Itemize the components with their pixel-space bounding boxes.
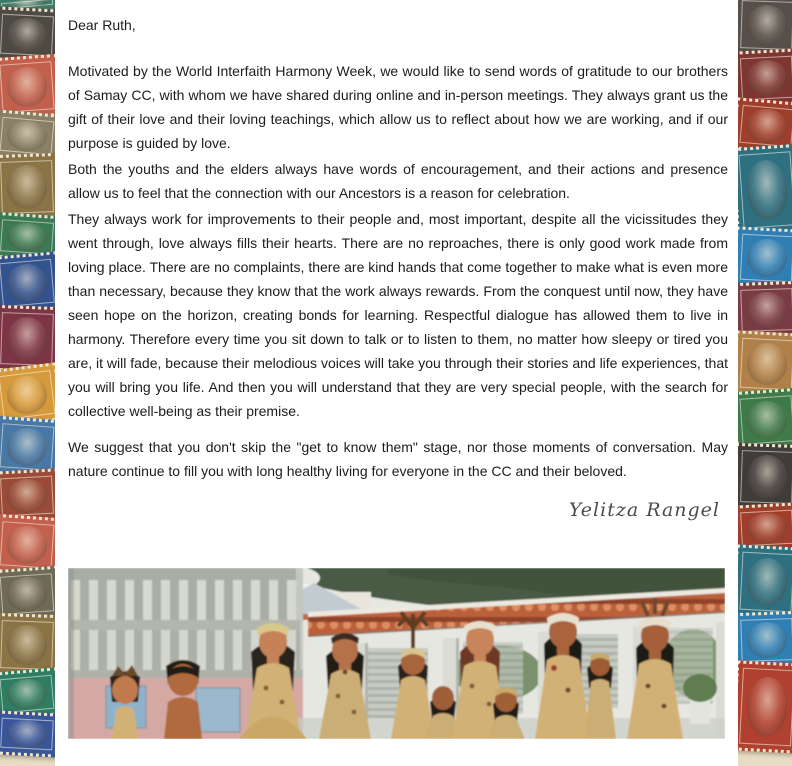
postage-stamp (738, 330, 792, 397)
postage-stamp (738, 660, 792, 753)
salutation-text: Dear Ruth, (68, 17, 136, 33)
postage-stamp (738, 144, 792, 236)
paragraph-2: Both the youths and the elders always have words of encouragement, and their actions and presence allow us to feel that the connection with our Ancestors is a reason for celebration. (68, 161, 728, 201)
paragraph-1: Motivated by the World Interfaith Harmony Week, we would like to send words of gratitude to our brothers of Samay CC, with whom we have shared during online and in-person meetings. They always grant us the gift of their love and their loving teachings, which allow us to reflect about how we are working, and if our purpose is guided by love. (68, 63, 728, 151)
letter-body (68, 13, 728, 523)
stamp-border-left (0, 0, 55, 766)
stamp-border-right (738, 0, 792, 766)
postage-stamp (738, 544, 792, 619)
paragraph-4: We suggest that you don't skip the "get to know them" stage, nor those moments of conversation. May nature continue to fill you with long healthy living for everyone in the CC and their beloved. (68, 439, 728, 479)
postage-stamp (738, 226, 792, 289)
signature: Yelitza Rangel (568, 499, 720, 521)
photo-scene (68, 568, 725, 739)
postage-stamp (0, 153, 55, 221)
postage-stamp (0, 710, 55, 757)
salutation (68, 13, 728, 37)
paragraph-3: They always work for improvements to their people and, most important, despite all the vicissitudes they went through, love always fills their hearts. There are no reproaches, there is only good work made from loving place. There are no complaints, there are kind hands that come together to make what is even more than necessary, because they know that the work always rewards. From the conquest until now, they have seen hope on the horizon, creating bonds for learning. Respectful dialogue has allowed them to live in harmony. Therefore every time you sit down to talk or to listen to them, no matter how sleepy or tired you are, it will fade, because their melodious voices will take you through their stories and life experiences, that you will bring you life. And then you will understand that they are very special people, with the search for collective well-being as their premise. (68, 211, 728, 419)
letter-content (55, 0, 738, 766)
postage-stamp (738, 443, 792, 511)
group-photo (68, 568, 725, 739)
